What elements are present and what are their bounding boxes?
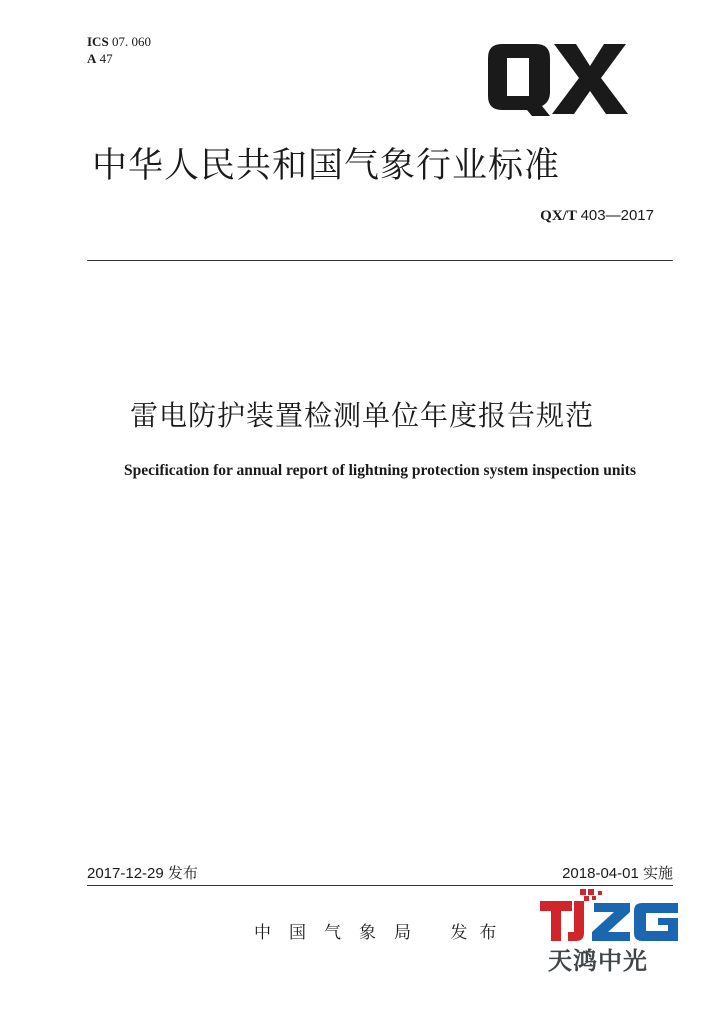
ics-line	[87, 33, 151, 50]
qx-logo	[484, 40, 630, 118]
ics-classification	[87, 33, 151, 67]
document-title-cn: 雷电防护装置检测单位年度报告规范	[129, 399, 594, 432]
issue-date: 2017-12-29 发布	[87, 865, 198, 882]
qx-logo-x-letter	[552, 44, 628, 114]
publisher-line	[254, 918, 508, 943]
watermark-latin-mark	[538, 887, 682, 945]
standard-number-value: 403—2017	[580, 207, 654, 224]
publisher-org: 中国气象局	[254, 923, 429, 943]
ics-code: 07. 060	[111, 34, 151, 49]
ics-label: ICS	[87, 34, 109, 49]
class-label: A	[87, 51, 97, 66]
publisher-action: 发布	[450, 923, 509, 943]
document-title-en: Specification for annual report of lightning protection system inspection units	[124, 462, 636, 479]
top-divider	[87, 260, 673, 261]
watermark-chinese-text: 天鸿中光	[548, 947, 648, 975]
watermark-logo	[538, 887, 682, 977]
qx-logo-q-letter	[488, 44, 550, 116]
implementation-date: 2018-04-01 实施	[562, 865, 673, 882]
standard-number-prefix: QX/T	[540, 208, 577, 224]
class-code: 47	[99, 51, 113, 66]
standard-number	[540, 207, 654, 225]
standard-category-title: 中华人民共和国气象行业标准	[92, 146, 561, 186]
class-line	[87, 50, 151, 67]
bottom-divider	[87, 885, 673, 886]
